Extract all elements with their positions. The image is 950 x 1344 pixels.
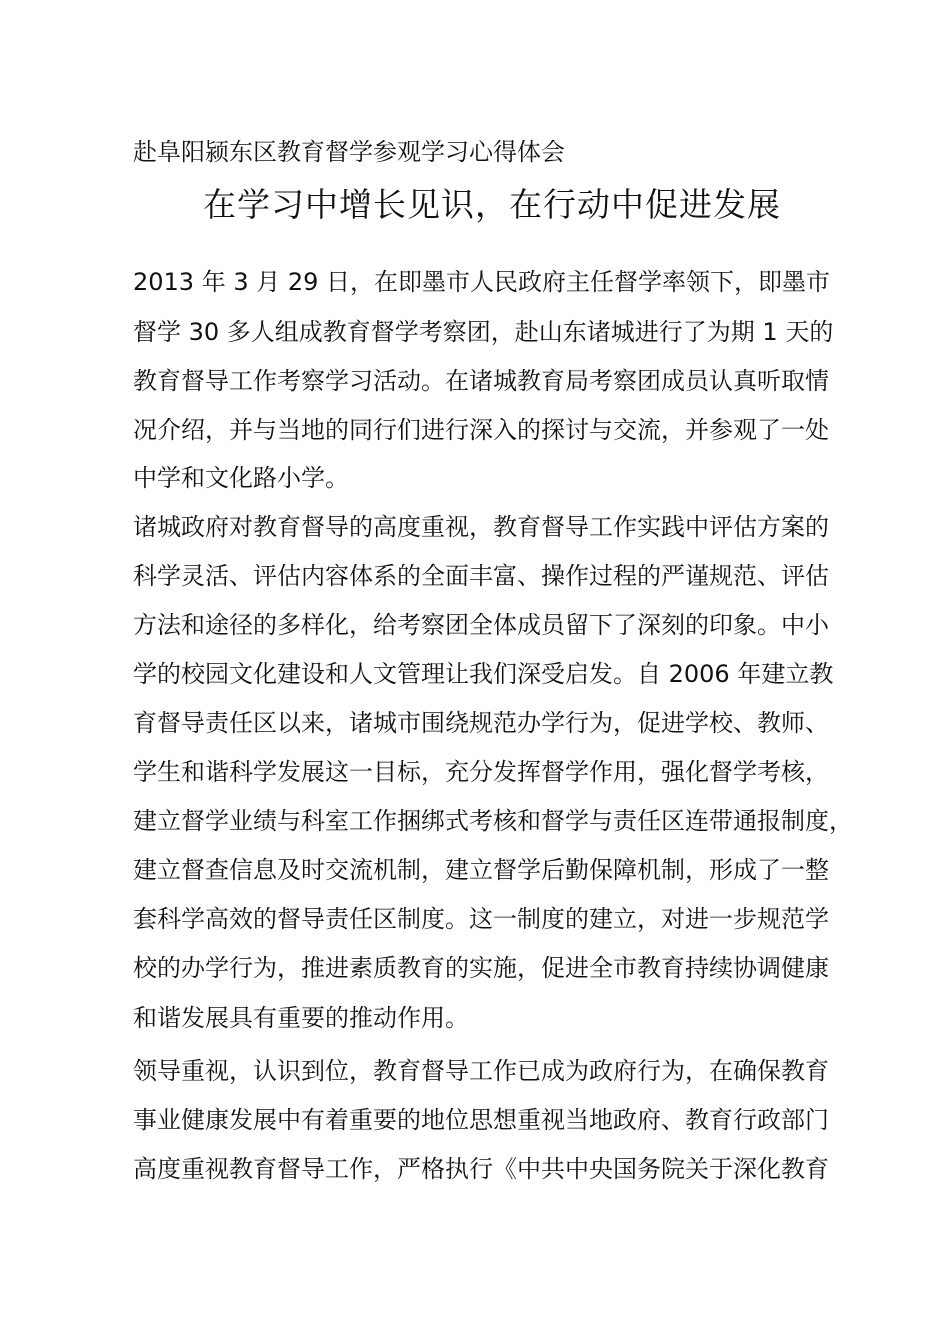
body-line-5: 中学和文化路小学。	[133, 464, 349, 492]
body-line-1: 2013 年 3 月 29 日，在即墨市人民政府主任督学率领下，即墨市	[133, 268, 831, 296]
body-line-7: 科学灵活、评估内容体系的全面丰富、操作过程的严谨规范、评估	[133, 562, 829, 590]
body-line-10: 育督导责任区以来，诸城市围绕规范办学行为，促进学校、教师、	[133, 709, 829, 737]
body-line-14: 套科学高效的督导责任区制度。这一制度的建立，对进一步规范学	[133, 905, 829, 933]
body-line-17: 领导重视，认识到位，教育督导工作已成为政府行为，在确保教育	[133, 1057, 829, 1085]
body-line-9: 学的校园文化建设和人文管理让我们深受启发。自 2006 年建立教	[133, 660, 834, 688]
body-line-12: 建立督学业绩与科室工作捆绑式考核和督学与责任区连带通报制度，	[133, 807, 853, 835]
body-line-2: 督学 30 多人组成教育督学考察团，赴山东诸城进行了为期 1 天的	[133, 318, 834, 346]
document-subtitle: 赴阜阳颍东区教育督学参观学习心得体会	[133, 138, 565, 166]
body-line-18: 事业健康发展中有着重要的地位思想重视当地政府、教育行政部门	[133, 1106, 829, 1134]
body-line-4: 况介绍，并与当地的同行们进行深入的探讨与交流，并参观了一处	[133, 416, 829, 444]
body-line-13: 建立督查信息及时交流机制，建立督学后勤保障机制，形成了一整	[133, 856, 829, 884]
body-line-15: 校的办学行为，推进素质教育的实施，促进全市教育持续协调健康	[133, 954, 829, 982]
body-line-8: 方法和途径的多样化，给考察团全体成员留下了深刻的印象。中小	[133, 611, 829, 639]
body-line-3: 教育督导工作考察学习活动。在诸城教育局考察团成员认真听取情	[133, 367, 829, 395]
body-line-11: 学生和谐科学发展这一目标，充分发挥督学作用，强化督学考核，	[133, 758, 829, 786]
body-line-6: 诸城政府对教育督导的高度重视，教育督导工作实践中评估方案的	[133, 513, 829, 541]
document-title: 在学习中增长见识，在行动中促进发展	[203, 185, 781, 224]
body-line-19: 高度重视教育督导工作，严格执行《中共中央国务院关于深化教育	[133, 1155, 829, 1183]
body-line-16: 和谐发展具有重要的推动作用。	[133, 1004, 469, 1032]
